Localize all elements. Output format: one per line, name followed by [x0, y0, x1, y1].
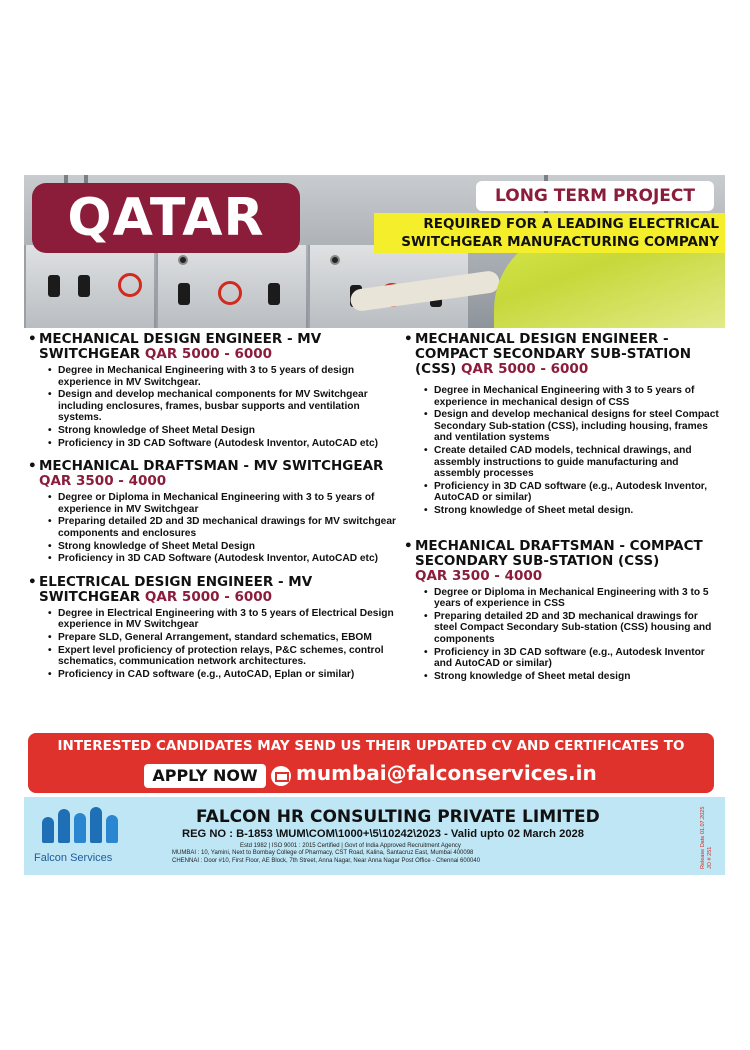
- job-poster: [24, 175, 725, 875]
- list-item: • Proficiency in 3D CAD Software (Autodesk Inventor, AutoCAD etc): [48, 553, 398, 565]
- list-item: • Degree in Electrical Engineering with 3 to 5 years of Electrical Design experience in MV Switchgear: [48, 608, 398, 631]
- list-item: • Proficiency in 3D CAD Software (Autodesk Inventor, AutoCAD etc): [48, 438, 398, 450]
- salary: QAR 3500 - 4000: [415, 567, 543, 584]
- certification-line: Estd 1982 | ISO 9001 : 2015 Certified | Govt of India Approved Recruitment Agency: [240, 843, 461, 849]
- list-item: • Design and develop mechanical designs for steel Compact Secondary Sub-station (CSS), including housing, frames and ventilation systems: [424, 409, 722, 444]
- release-date: Release Date 01.07.2025 JO # 251: [700, 806, 713, 869]
- chennai-address: CHENNAI : Door #10, First Floor, AE Block, 7th Street, Anna Nagar, Near Anna Nagar Post Office - Chennai 600040: [172, 858, 481, 864]
- requirements-list: [28, 608, 398, 681]
- list-item: • Design and develop mechanical components for MV Switchgear including enclosures, frames, busbar supports and ventilation systems.: [48, 389, 398, 424]
- requirements-list: [404, 385, 722, 517]
- left-column: [28, 332, 398, 690]
- list-item: • Create detailed CAD models, technical drawings, and assembly instructions to guide manufacturing and assembly processes: [424, 445, 722, 480]
- job-listing: [404, 332, 722, 517]
- list-item: • Proficiency in 3D CAD software (e.g., Autodesk Inventor, AutoCAD or similar): [424, 481, 722, 504]
- job-listing: [28, 332, 398, 449]
- job-title: • ELECTRICAL DESIGN ENGINEER - MV SWITCHGEAR QAR 5000 - 6000: [28, 575, 398, 605]
- requirement-line: SWITCHGEAR MANUFACTURING COMPANY: [401, 234, 719, 250]
- salary: QAR 5000 - 6000: [144, 588, 273, 605]
- apply-now-button[interactable]: APPLY NOW: [144, 764, 266, 788]
- requirements-list: [28, 492, 398, 565]
- list-item: • Degree in Mechanical Engineering with 3 to 5 years of experience in mechanical design of CSS: [424, 385, 722, 408]
- job-listing: [404, 539, 722, 683]
- company-footer: [24, 797, 725, 875]
- list-item: • Prepare SLD, General Arrangement, standard schematics, EBOM: [48, 632, 398, 644]
- requirements-list: [28, 365, 398, 449]
- list-item: • Strong knowledge of Sheet metal design.: [424, 505, 722, 517]
- job-title: • MECHANICAL DRAFTSMAN - MV SWITCHGEAR QAR 3500 - 4000: [28, 459, 398, 489]
- job-title: • MECHANICAL DRAFTSMAN - COMPACT SECONDARY SUB-STATION (CSS) QAR 3500 - 4000: [404, 539, 722, 584]
- list-item: • Degree or Diploma in Mechanical Engineering with 3 to 5 years of experience in CSS: [424, 587, 722, 610]
- list-item: • Strong knowledge of Sheet Metal Design: [48, 425, 398, 437]
- logo-text: Falcon Services: [34, 852, 113, 864]
- job-listing: [28, 459, 398, 565]
- job-title: • MECHANICAL DESIGN ENGINEER - COMPACT SECONDARY SUB-STATION (CSS) QAR 5000 - 6000: [404, 332, 722, 377]
- falcon-logo-icon: [38, 805, 128, 843]
- hero-banner: [24, 175, 725, 328]
- list-item: • Degree or Diploma in Mechanical Engineering with 3 to 5 years of experience in MV Switchgear: [48, 492, 398, 515]
- cta-message: INTERESTED CANDIDATES MAY SEND US THEIR UPDATED CV AND CERTIFICATES TO: [57, 738, 685, 754]
- salary: QAR 3500 - 4000: [39, 473, 167, 490]
- switchgear-panel: [156, 245, 306, 328]
- list-item: • Strong knowledge of Sheet metal design: [424, 671, 722, 683]
- list-item: • Proficiency in 3D CAD software (e.g., Autodesk Inventor and AutoCAD or similar): [424, 647, 722, 670]
- right-column: [404, 332, 722, 692]
- project-label: LONG TERM PROJECT: [476, 181, 714, 211]
- switchgear-panel: [24, 245, 154, 328]
- list-item: • Proficiency in CAD software (e.g., AutoCAD, Eplan or similar): [48, 669, 398, 681]
- salary: QAR 5000 - 6000: [461, 361, 589, 377]
- requirement-banner: [374, 213, 725, 253]
- job-title: • MECHANICAL DESIGN ENGINEER - MV SWITCHGEAR QAR 5000 - 6000: [28, 332, 398, 362]
- company-name: FALCON HR CONSULTING PRIVATE LIMITED: [196, 807, 600, 827]
- list-item: • Preparing detailed 2D and 3D mechanical drawings for MV switchgear components and enclosures: [48, 516, 398, 539]
- list-item: • Preparing detailed 2D and 3D mechanical drawings for steel Compact Secondary Sub-station (CSS) housing and components: [424, 611, 722, 646]
- list-item: • Expert level proficiency of protection relays, P&C schemes, control schematics, communication network architectures.: [48, 645, 398, 668]
- country-title: QATAR: [67, 188, 265, 248]
- email-link[interactable]: mumbai@falconservices.in: [296, 761, 597, 785]
- job-listing: [28, 575, 398, 681]
- mumbai-address: MUMBAI : 10, Yamini, Next to Bombay College of Pharmacy, CST Road, Kalina, Santacruz East, Mumbai 400098: [172, 850, 474, 856]
- requirements-list: [404, 587, 722, 683]
- salary: QAR 5000 - 6000: [144, 346, 273, 362]
- list-item: • Degree in Mechanical Engineering with 3 to 5 years of design experience in MV Switchgear.: [48, 365, 398, 388]
- registration-number: REG NO : B-1853 \MUM\COM\1000+\5\10242\2023 - Valid upto 02 March 2028: [182, 828, 584, 840]
- mail-icon: [271, 766, 291, 786]
- list-item: • Strong knowledge of Sheet Metal Design: [48, 541, 398, 553]
- requirement-line: REQUIRED FOR A LEADING ELECTRICAL: [423, 216, 719, 232]
